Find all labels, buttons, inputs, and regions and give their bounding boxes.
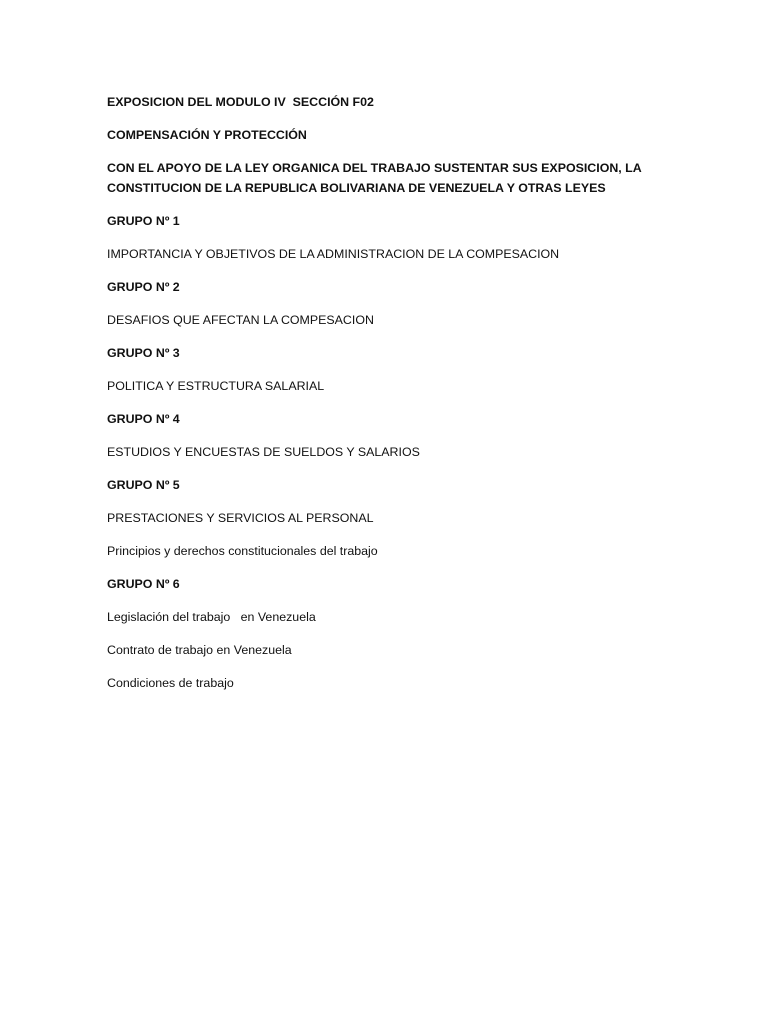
document-body bbox=[107, 92, 667, 693]
group-heading-1: GRUPO Nº 1 bbox=[107, 214, 180, 228]
group-topic: Condiciones de trabajo bbox=[107, 676, 234, 690]
group-topic: DESAFIOS QUE AFECTAN LA COMPESACION bbox=[107, 313, 374, 327]
group-topic: Contrato de trabajo en Venezuela bbox=[107, 643, 292, 657]
instruction-line: CON EL APOYO DE LA LEY ORGANICA DEL TRABAJO SUSTENTAR SUS EXPOSICION, LA bbox=[107, 161, 642, 175]
group-heading-5: GRUPO Nº 5 bbox=[107, 478, 180, 492]
document-title: EXPOSICION DEL MODULO IV SECCIÓN F02 bbox=[107, 95, 374, 109]
group-topic: Legislación del trabajo en Venezuela bbox=[107, 610, 316, 624]
instruction-line: CONSTITUCION DE LA REPUBLICA BOLIVARIANA DE VENEZUELA Y OTRAS LEYES bbox=[107, 181, 606, 195]
group-heading-2: GRUPO Nº 2 bbox=[107, 280, 180, 294]
group-heading-6: GRUPO Nº 6 bbox=[107, 577, 180, 591]
group-heading-3: GRUPO Nº 3 bbox=[107, 346, 180, 360]
instruction-paragraph bbox=[107, 158, 667, 198]
group-topic: IMPORTANCIA Y OBJETIVOS DE LA ADMINISTRACION DE LA COMPESACION bbox=[107, 247, 560, 261]
group-topic: POLITICA Y ESTRUCTURA SALARIAL bbox=[107, 379, 325, 393]
group-topic: ESTUDIOS Y ENCUESTAS DE SUELDOS Y SALARIOS bbox=[107, 445, 420, 459]
group-topic: PRESTACIONES Y SERVICIOS AL PERSONAL bbox=[107, 511, 374, 525]
document-subtitle: COMPENSACIÓN Y PROTECCIÓN bbox=[107, 128, 307, 142]
group-topic: Principios y derechos constitucionales del trabajo bbox=[107, 544, 378, 558]
group-heading-4: GRUPO Nº 4 bbox=[107, 412, 180, 426]
